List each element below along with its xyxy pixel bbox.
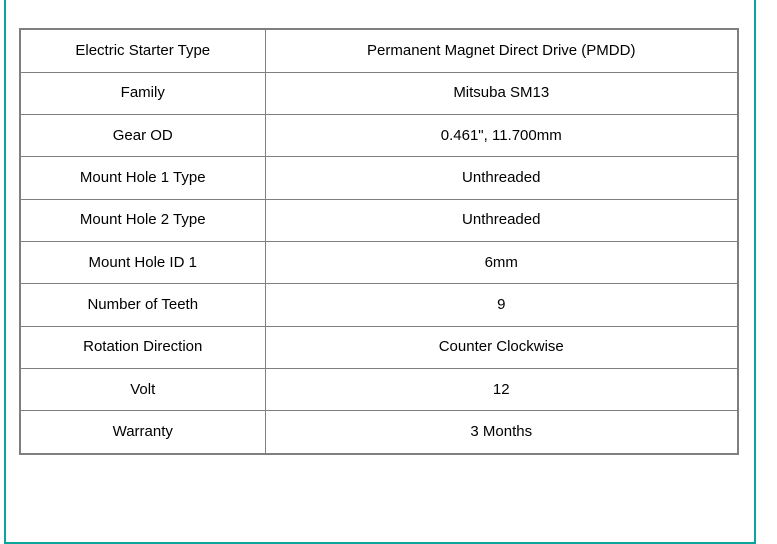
- spec-label-cell: Family: [20, 72, 265, 114]
- spec-panel: [4, 0, 756, 544]
- table-row: [20, 241, 738, 283]
- table-row: [20, 411, 738, 454]
- spec-value-cell: Unthreaded: [265, 199, 738, 241]
- spec-value-cell: Unthreaded: [265, 157, 738, 199]
- spec-value-cell: 0.461", 11.700mm: [265, 115, 738, 157]
- spec-label-cell: Gear OD: [20, 115, 265, 157]
- spec-value-cell: 12: [265, 368, 738, 410]
- table-row: [20, 199, 738, 241]
- spec-label-cell: Mount Hole ID 1: [20, 241, 265, 283]
- spec-value-cell: Counter Clockwise: [265, 326, 738, 368]
- spec-label-cell: Rotation Direction: [20, 326, 265, 368]
- table-row: [20, 157, 738, 199]
- spec-label-cell: Mount Hole 1 Type: [20, 157, 265, 199]
- spec-label-cell: Electric Starter Type: [20, 29, 265, 72]
- table-row: [20, 368, 738, 410]
- table-row: [20, 29, 738, 72]
- spec-value-cell: Permanent Magnet Direct Drive (PMDD): [265, 29, 738, 72]
- spec-label-cell: Number of Teeth: [20, 284, 265, 326]
- table-row: [20, 284, 738, 326]
- spec-label-cell: Volt: [20, 368, 265, 410]
- spec-value-cell: 6mm: [265, 241, 738, 283]
- table-row: [20, 115, 738, 157]
- spec-value-cell: Mitsuba SM13: [265, 72, 738, 114]
- table-row: [20, 72, 738, 114]
- spec-value-cell: 9: [265, 284, 738, 326]
- specs-table: [19, 28, 739, 455]
- spec-label-cell: Mount Hole 2 Type: [20, 199, 265, 241]
- spec-value-cell: 3 Months: [265, 411, 738, 454]
- table-row: [20, 326, 738, 368]
- spec-label-cell: Warranty: [20, 411, 265, 454]
